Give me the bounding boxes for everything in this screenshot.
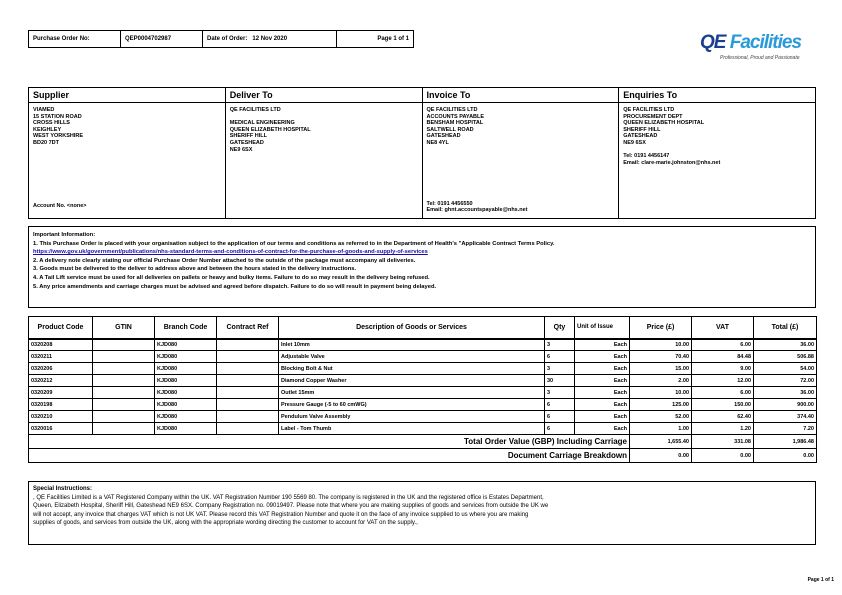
enquiries-line: PROCUREMENT DEPT	[623, 113, 683, 120]
price: 10.00	[630, 339, 692, 351]
logo-qe-text: QE	[700, 32, 726, 53]
price: 2.00	[630, 375, 692, 387]
special-line: Queen, Elizabeth Hospital, Sheriff Hill, Gateshead NE9 6SX. Company Registration no. 09019497. Please note that where you are making supplies of goods and services from outside the UK we	[33, 503, 549, 509]
invoice-line: SALTWELL ROAD	[426, 126, 474, 133]
gtin	[93, 375, 155, 387]
qty: 6	[545, 351, 575, 363]
col-description: Description of Goods or Services	[279, 317, 545, 339]
supplier-line: WEST YORKSHIRE	[33, 133, 84, 140]
special-line: , QE Facilities Limited is a VAT Registered Company within the UK. VAT Registration Number 190 5569 80. The company is registered in the UK and the registered office is Estates Department,	[33, 494, 544, 501]
line-total: 900.00	[754, 399, 817, 411]
unit-of-issue: Each	[575, 351, 630, 363]
product-code: 0320210	[29, 411, 93, 423]
gtin	[93, 411, 155, 423]
invoice-line: ACCOUNTS PAYABLE	[426, 113, 485, 120]
product-code: 0320198	[29, 399, 93, 411]
qty: 30	[545, 375, 575, 387]
important-information	[28, 226, 816, 308]
logo-facilities-text: Facilities	[729, 32, 802, 53]
deliver-to-heading: Deliver To	[226, 88, 422, 103]
price: 15.00	[630, 363, 692, 375]
branch-code: KJD080	[155, 399, 217, 411]
contract-ref	[217, 339, 279, 351]
col-qty: Qty	[545, 317, 575, 339]
vat: 6.00	[692, 339, 754, 351]
supplier-column	[29, 88, 226, 218]
price: 52.00	[630, 411, 692, 423]
important-title: Important Information:	[33, 232, 96, 238]
col-price: Price (£)	[630, 317, 692, 339]
line-total: 374.40	[754, 411, 817, 423]
enquiries-line: NE9 6SX	[623, 139, 646, 146]
unit-of-issue: Each	[575, 363, 630, 375]
enquiries-to-heading: Enquiries To	[619, 88, 815, 103]
col-unit-of-issue: Unit of Issue	[575, 317, 630, 339]
logo-tagline: Professional, Proud and Passionate	[720, 55, 800, 61]
unit-of-issue: Each	[575, 387, 630, 399]
vat: 6.00	[692, 387, 754, 399]
branch-code: KJD080	[155, 411, 217, 423]
price: 10.00	[630, 387, 692, 399]
footer-page-number: Page 1 of 1	[807, 577, 834, 583]
table-header-row	[29, 317, 817, 339]
page-indicator: Page 1 of 1	[377, 36, 409, 42]
qty: 6	[545, 423, 575, 435]
col-total: Total (£)	[754, 317, 817, 339]
unit-of-issue: Each	[575, 423, 630, 435]
line-total: 36.00	[754, 339, 817, 351]
branch-code: KJD080	[155, 363, 217, 375]
carriage-breakdown-row	[29, 449, 817, 463]
supplier-line: KEIGHLEY	[33, 126, 62, 133]
enquiries-email[interactable]: Email: clare-marie.johnston@nhs.net	[623, 159, 721, 166]
special-instructions-title: Special Instructions:	[33, 486, 93, 492]
supplier-line: CROSS HILLS	[33, 120, 70, 127]
order-date-value: 12 Nov 2020	[252, 36, 288, 42]
table-row	[29, 375, 817, 387]
gtin	[93, 387, 155, 399]
total-order-value-label: Total Order Value (GBP) Including Carriage	[29, 435, 630, 449]
unit-of-issue: Each	[575, 411, 630, 423]
description: Diamond Copper Washer	[279, 375, 545, 387]
product-code: 0320209	[29, 387, 93, 399]
vat: 62.40	[692, 411, 754, 423]
total-vat: 331.08	[692, 435, 754, 449]
line-total: 7.20	[754, 423, 817, 435]
description: Adjustable Valve	[279, 351, 545, 363]
gtin	[93, 423, 155, 435]
qty: 3	[545, 387, 575, 399]
deliver-to-column	[226, 88, 423, 218]
price: 70.40	[630, 351, 692, 363]
qty: 6	[545, 411, 575, 423]
table-row	[29, 339, 817, 351]
table-row	[29, 387, 817, 399]
vat: 150.00	[692, 399, 754, 411]
invoice-email[interactable]: Email: ghnt.accountspayable@nhs.net	[426, 207, 528, 214]
line-total: 72.00	[754, 375, 817, 387]
qty: 6	[545, 399, 575, 411]
product-code: 0320016	[29, 423, 93, 435]
product-code: 0320211	[29, 351, 93, 363]
deliver-line: NE9 6SX	[229, 146, 253, 153]
contract-ref	[217, 363, 279, 375]
order-date	[203, 31, 337, 47]
total-order-value-row	[29, 435, 817, 449]
important-item-3: 3. Goods must be delivered to the deliver to address above and between the hours stated in the delivery instructions.	[33, 266, 357, 273]
unit-of-issue: Each	[575, 339, 630, 351]
vat: 9.00	[692, 363, 754, 375]
description: Label - Tom Thumb	[279, 423, 545, 435]
vat: 84.48	[692, 351, 754, 363]
col-contract-ref: Contract Ref	[217, 317, 279, 339]
deliver-line: GATESHEAD	[229, 139, 264, 146]
deliver-line: SHERIFF HILL	[229, 133, 268, 140]
table-row	[29, 399, 817, 411]
order-items-table	[28, 316, 817, 463]
enquiries-line: QUEEN ELIZABETH HOSPITAL	[623, 120, 705, 127]
invoice-tel: Tel: 0191 4456550	[426, 200, 473, 207]
price: 1.00	[630, 423, 692, 435]
price: 125.00	[630, 399, 692, 411]
contract-ref	[217, 423, 279, 435]
table-row	[29, 363, 817, 375]
branch-code: KJD080	[155, 351, 217, 363]
total-net: 1,655.40	[630, 435, 692, 449]
enquiries-to-column	[619, 88, 815, 218]
col-gtin: GTIN	[93, 317, 155, 339]
contract-ref	[217, 411, 279, 423]
table-row	[29, 411, 817, 423]
supplier-account-number: Account No. <none>	[33, 203, 87, 209]
qe-facilities-logo	[700, 32, 830, 72]
unit-of-issue: Each	[575, 399, 630, 411]
product-code: 0320212	[29, 375, 93, 387]
table-row	[29, 423, 817, 435]
table-row	[29, 351, 817, 363]
gtin	[93, 363, 155, 375]
carriage-net: 0.00	[630, 449, 692, 463]
line-total: 54.00	[754, 363, 817, 375]
branch-code: KJD080	[155, 375, 217, 387]
po-header-bar	[28, 30, 414, 48]
supplier-line: VIAMED	[33, 107, 55, 113]
description: Blocking Bolt & Nut	[279, 363, 545, 375]
invoice-line: NE8 4YL	[426, 139, 449, 146]
description: Pressure Gauge (-5 to 60 cmWG)	[279, 399, 545, 411]
special-instructions	[28, 481, 816, 545]
description: Inlet 10mm	[279, 339, 545, 351]
col-product-code: Product Code	[29, 317, 93, 339]
invoice-line: GATESHEAD	[426, 133, 461, 140]
col-branch-code: Branch Code	[155, 317, 217, 339]
branch-code: KJD080	[155, 387, 217, 399]
terms-link[interactable]: https://www.gov.uk/government/publications/nhs-standard-terms-and-conditions-of-contract-for-the-purchase-of-goods-and-supply-of-services	[33, 249, 428, 256]
total-gross: 1,986.48	[754, 435, 817, 449]
col-vat: VAT	[692, 317, 754, 339]
contract-ref	[217, 375, 279, 387]
invoice-to-column	[423, 88, 620, 218]
line-total: 36.00	[754, 387, 817, 399]
product-code: 0320208	[29, 339, 93, 351]
po-number-value: QEP0004702987	[121, 31, 203, 47]
description: Outlet 15mm	[279, 387, 545, 399]
important-item-1: 1. This Purchase Order is placed with your organisation subject to the application of our terms and conditions as referred to in the Department of Health's "Applicable Contract Terms Policy.	[33, 240, 555, 247]
vat: 1.20	[692, 423, 754, 435]
deliver-line: MEDICAL ENGINEERING	[229, 120, 295, 127]
enquiries-line: SHERIFF HILL	[623, 126, 661, 133]
description: Pendulum Valve Assembly	[279, 411, 545, 423]
qty: 3	[545, 339, 575, 351]
address-block	[28, 87, 816, 219]
special-line: supplies of goods, and services from outside the UK, along with the appropriate wording directing the customer to account for VAT on the supply.,	[33, 520, 418, 526]
invoice-line: BENSHAM HOSPITAL	[426, 120, 484, 127]
branch-code: KJD080	[155, 339, 217, 351]
gtin	[93, 351, 155, 363]
branch-code: KJD080	[155, 423, 217, 435]
contract-ref	[217, 399, 279, 411]
supplier-heading: Supplier	[29, 88, 225, 103]
invoice-to-heading: Invoice To	[423, 88, 619, 103]
order-date-label: Date of Order:	[207, 36, 248, 42]
supplier-line: BD20 7DT	[33, 139, 59, 146]
unit-of-issue: Each	[575, 375, 630, 387]
carriage-breakdown-label: Document Carriage Breakdown	[29, 449, 630, 463]
important-item-5: 5. Any price amendments and carriage charges must be advised and agreed before dispatch. Failure to do so will result in payment being delayed.	[33, 283, 437, 290]
product-code: 0320206	[29, 363, 93, 375]
special-line: will not accept, any invoice that charges VAT which is not UK VAT. Please record this VAT Registration Number and quote it on the face of any invoice supplied to us where you are making	[33, 511, 529, 518]
important-item-2: 2. A delivery note clearly stating our official Purchase Order Number attached to the outside of the package must accompany all deliveries.	[33, 257, 416, 264]
carriage-vat: 0.00	[692, 449, 754, 463]
deliver-line: QUEEN ELIZABETH HOSPITAL	[229, 126, 311, 133]
vat: 12.00	[692, 375, 754, 387]
enquiries-tel: Tel: 0191 4456147	[623, 153, 670, 160]
contract-ref	[217, 387, 279, 399]
qty: 3	[545, 363, 575, 375]
supplier-line: 15 STATION ROAD	[33, 113, 82, 120]
po-number-label: Purchase Order No:	[29, 31, 121, 47]
enquiries-line: GATESHEAD	[623, 133, 658, 140]
enquiries-line: QE FACILITIES LTD	[623, 107, 675, 113]
gtin	[93, 339, 155, 351]
important-item-4: 4. A Tail Lift service must be used for all deliveries on pallets or heavy and bulky items. Failure to do so may result in the delivery being refused.	[33, 274, 430, 281]
contract-ref	[217, 351, 279, 363]
carriage-gross: 0.00	[754, 449, 817, 463]
deliver-line: QE FACILITIES LTD	[229, 107, 281, 113]
line-total: 506.88	[754, 351, 817, 363]
gtin	[93, 399, 155, 411]
invoice-line: QE FACILITIES LTD	[426, 107, 478, 113]
